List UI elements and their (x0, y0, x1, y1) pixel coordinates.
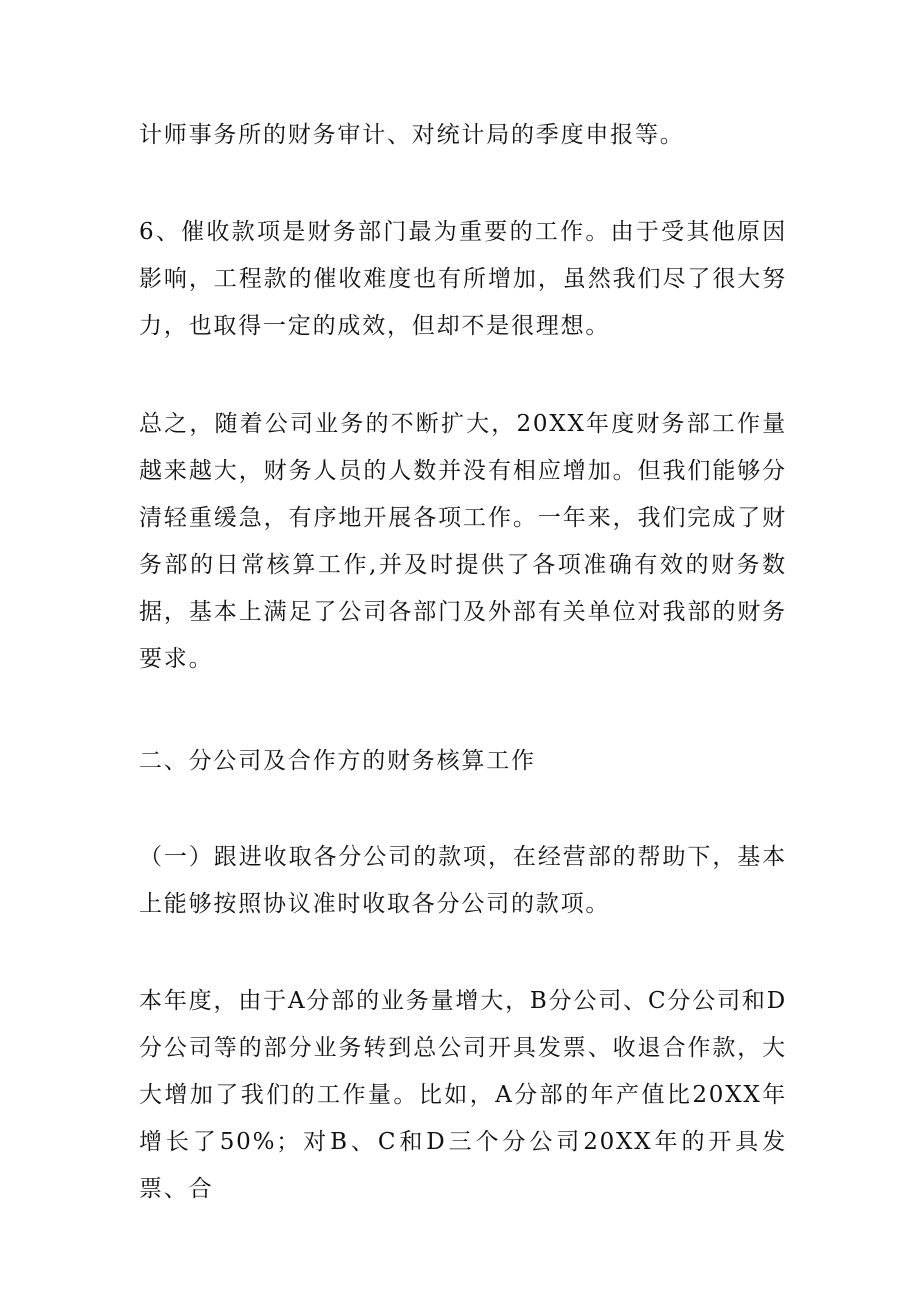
paragraph-branch-payments: （一）跟进收取各分公司的款项，在经营部的帮助下，基本上能够按照协议准时收取各分公司的款项。 (139, 844, 787, 917)
section-heading-branch-accounting: 二、分公司及合作方的财务核算工作 (139, 748, 536, 774)
paragraph-summary: 总之，随着公司业务的不断扩大，20XX年度财务部工作量越来越大，财务人员的人数并没有相应增加。但我们能够分清轻重缓急，有序地开展各项工作。一年来，我们完成了财务部的日常核算工作,并及时提供了各项准确有效的财务数据，基本上满足了公司各部门及外部有关单位对我部的财务要求。 (139, 411, 787, 672)
paragraph-audit-continuation: 计师事务所的财务审计、对统计局的季度申报等。 (139, 122, 685, 148)
paragraph-annual-workload: 本年度，由于A分部的业务量增大，B分公司、C分公司和D分公司等的部分业务转到总公司开具发票、收退合作款，大大增加了我们的工作量。比如，A分部的年产值比20XX年增长了50%；对B、C和D三个分公司20XX年的开具发票、合 (139, 988, 787, 1202)
paragraph-collection: 6、催收款项是财务部门最为重要的工作。由于受其他原因影响，工程款的催收难度也有所增加，虽然我们尽了很大努力，也取得一定的成效，但却不是很理想。 (139, 219, 787, 339)
